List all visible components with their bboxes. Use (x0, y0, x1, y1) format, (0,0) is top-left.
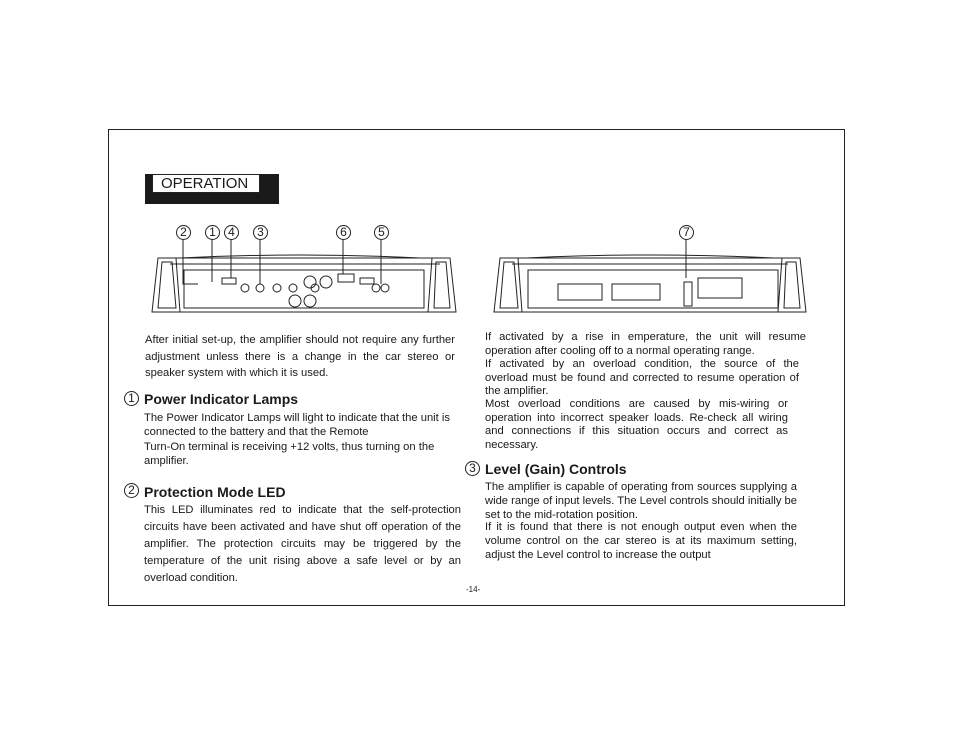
section-number-2: 2 (124, 483, 139, 498)
section-number-3: 3 (465, 461, 480, 476)
callout-3: 3 (253, 225, 268, 240)
miswiring-paragraph: Most overload conditions are caused by mis-wiring or operation into incorrect speaker loads. Re-check all wiring and connections if this situation occurs and correct as necessary. (485, 398, 788, 451)
amplifier-front-panel-diagram (150, 222, 460, 318)
level-controls-text-2: If it is found that there is not enough output even when the volume control on the car stereo is at its maximum setting, adjust the Level control to increase the output (485, 521, 797, 561)
section-title: OPERATION (152, 174, 260, 193)
power-indicator-heading: Power Indicator Lamps (144, 391, 299, 407)
level-controls-heading: Level (Gain) Controls (485, 461, 627, 477)
callout-5: 5 (374, 225, 389, 240)
power-indicator-text-2: Turn-On terminal is receiving +12 volts, thus turning on the amplifier. (144, 441, 435, 467)
intro-paragraph: After initial set-up, the amplifier should not require any further adjustment unless there is a change in the car stereo or speaker system with which it is used. (145, 334, 455, 379)
callout-1: 1 (205, 225, 220, 240)
page-number: -14- (466, 585, 481, 594)
protection-mode-text: This LED illuminates red to indicate that the self-protection circuits have been activated and have shut off operation of the amplifier. The protection circuits may be triggered by the temperature of the unit rising above a safe level or by an overload condition. (144, 504, 461, 584)
callout-2: 2 (176, 225, 191, 240)
callout-4: 4 (224, 225, 239, 240)
protection-mode-heading: Protection Mode LED (144, 484, 286, 500)
temperature-paragraph: If activated by a rise in emperature, the unit will resume operation after cooling off to a normal operating range. (485, 331, 806, 357)
level-controls-text-1: The amplifier is capable of operating from sources supplying a wide range of input levels. The Level controls should initially be set to the mid-rotation position. (485, 481, 797, 521)
amplifier-rear-panel-diagram (490, 222, 810, 318)
callout-6: 6 (336, 225, 351, 240)
power-indicator-text-1: The Power Indicator Lamps will light to indicate that the unit is connected to the battery and that the Remote (144, 412, 450, 438)
callout-7: 7 (679, 225, 694, 240)
overload-paragraph: If activated by an overload condition, the source of the overload must be found and corrected to resume operation of the amplifier. (485, 358, 799, 397)
section-number-1: 1 (124, 391, 139, 406)
